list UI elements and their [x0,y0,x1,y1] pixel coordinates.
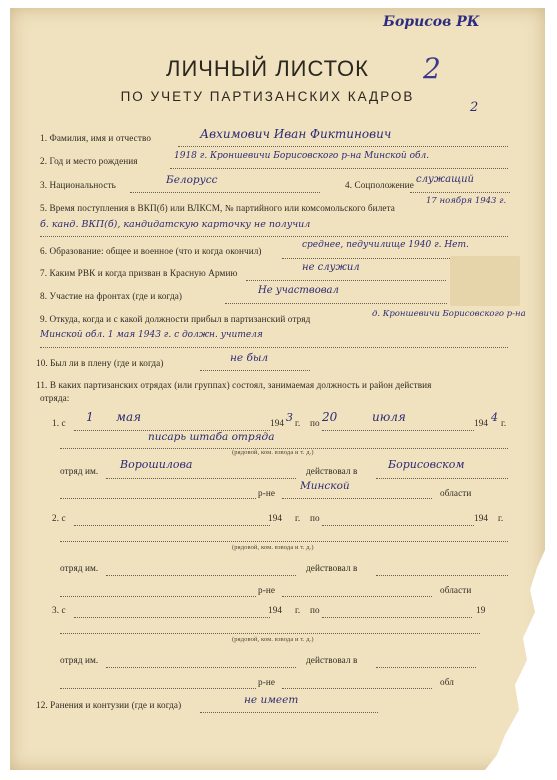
entry-2-to-line [322,525,474,526]
field-7-line [246,280,446,281]
entry-2-rne-line [60,596,256,597]
field-5-value-a: 17 ноября 1943 г. [426,196,507,206]
entry-3-g: г. [295,605,301,615]
entry-3-rne: р-не [258,677,276,687]
entry-3-num: 3. с [52,605,66,615]
entry-2-oblasti: области [440,585,472,595]
entry-3-rne-line [60,688,256,689]
field-8-value: Не участвовал [258,285,339,296]
entry-1-g: г. [295,418,301,428]
corner-handwritten-name: Борисов РК [383,14,480,30]
entry-2-year-pre: 194 [268,513,283,523]
entry-3-year-pre: 194 [268,605,283,615]
entry-2-district-line [376,575,508,576]
field-6-value: среднее, педучилище 1940 г. Нет. [302,240,469,250]
field-10-value: не был [230,352,269,364]
entry-3-oblast-line [282,688,432,689]
entry-1-to-year-digit: 4 [491,411,498,424]
entry-1-year-digit: 3 [286,411,293,424]
field-12-value: не имеет [244,694,299,706]
field-2-label: 2. Год и место рождения [40,156,138,166]
field-5-value-b: б. канд. ВКП(б), кандидатскую карточку не получил [40,219,311,230]
field-9-value-b: Минской обл. 1 мая 1943 г. с должн. учителя [40,330,263,340]
entry-2-po: по [310,513,320,523]
entry-1-rne: р-не [258,488,276,498]
entry-3-oblasti: обл [440,677,454,687]
entry-1-otryad-line [106,478,296,479]
entry-3-otryad-line [106,667,296,668]
entry-1-to-month: июля [372,410,406,424]
field-9-line [40,347,508,348]
entry-1-district-line [376,478,508,479]
field-8-label: 8. Участие на фронтах (где и когда) [40,291,183,301]
entry-1-to-line [322,430,474,431]
entry-2-to-year-pre: 194 [474,513,489,523]
field-4-line [410,192,510,193]
entry-1-month: мая [116,410,142,424]
entry-3-to-year-pre: 19 [476,605,486,615]
document-subtitle: ПО УЧЕТУ ПАРТИЗАНСКИХ КАДРОВ [120,89,415,104]
entry-1-to-year-pre: 194 [474,418,489,428]
field-8-line [225,303,447,304]
entry-1-year-pre: 194 [270,418,285,428]
field-1-line [178,146,508,147]
entry-3-otryad-label: отряд им. [60,655,99,665]
field-10-label: 10. Был ли в плену (где и когда) [36,358,164,368]
document-title: ЛИЧНЫЙ ЛИСТОК [166,56,369,81]
entry-1-num: 1. с [52,418,66,428]
field-11-label-2: отряда: [40,393,70,403]
entry-3-deistvoval: действовал в [306,655,358,665]
field-12-line [200,712,378,713]
entry-3-from-line [74,617,270,618]
entry-3-position-line [60,633,480,634]
field-7-value: не служил [302,262,360,273]
entry-2-deistvoval: действовал в [306,563,358,573]
field-3-line [130,192,320,193]
field-9-value-a: д. Кроншевичи Борисовского р-на [372,309,526,319]
field-1-label: 1. Фамилия, имя и отчество [40,133,152,143]
field-2-value: 1918 г. Кроншевичи Борисовского р-на Минской обл. [174,151,430,161]
field-6-label: 6. Образование: общее и военное (что и когда окончил) [40,246,262,256]
entry-2-g: г. [295,513,301,523]
entry-1-position: писарь штаба отряда [148,431,275,443]
entry-1-rne-line [60,498,256,499]
field-9-label: 9. Откуда, когда и с какой должности прибыл в партизанский отряд [40,314,311,324]
entry-2-g2: г. [498,513,504,523]
field-4-label: 4. Соцположение [345,180,414,190]
entry-2-from-line [74,525,270,526]
field-12-label: 12. Ранения и контузии (где и когда) [36,700,182,710]
entry-1-district: Борисовском [388,458,465,471]
entry-1-caption: (рядовой, ком. взвода и т. д.) [232,449,314,456]
entry-2-caption: (рядовой, ком. взвода и т. д.) [232,544,314,551]
entry-2-otryad-label: отряд им. [60,563,99,573]
entry-3-to-line [322,617,472,618]
field-3-value: Белорусс [166,174,218,186]
torn-corner [475,550,545,770]
field-3-label: 3. Национальность [40,180,116,190]
entry-3-po: по [310,605,320,615]
field-11-label: 11. В каких партизанских отрядах (или группах) состоял, занимаемая должность и район действия [36,380,432,390]
entry-2-oblast-line [282,596,432,597]
entry-2-position-line [60,541,508,542]
entry-2-rne: р-не [258,585,276,595]
field-5-label: 5. Время поступления в ВКП(б) или ВЛКСМ, № партийного или комсомольского билета [40,203,395,213]
field-5-line [40,236,508,237]
field-7-label: 7. Каким РВК и когда призван в Красную Армию [40,268,238,278]
field-4-value: служащий [416,174,474,185]
entry-1-g2: г. [501,418,507,428]
field-10-line [200,370,310,371]
entry-1-to-day: 20 [322,410,338,424]
field-1-value: Авхимович Иван Фиктинович [200,127,392,141]
entry-1-po: по [310,418,320,428]
entry-2-num: 2. с [52,513,66,523]
entry-1-otryad-label: отряд им. [60,466,99,476]
paper-patch [450,256,520,306]
entry-1-deistvoval: действовал в [306,466,358,476]
field-2-line [170,168,508,169]
entry-3-caption: (рядовой, ком. взвода и т. д.) [232,636,314,643]
entry-1-oblast-line [282,498,432,499]
entry-3-district-line [376,667,476,668]
entry-1-oblast: Минской [300,480,350,492]
entry-1-day: 1 [86,410,94,424]
entry-1-otryad: Ворошилова [120,458,193,471]
entry-2-otryad-line [106,575,296,576]
entry-1-oblasti: области [440,488,472,498]
subtitle-mark: 2 [470,100,479,115]
sheet-number-mark: 2 [423,52,441,85]
